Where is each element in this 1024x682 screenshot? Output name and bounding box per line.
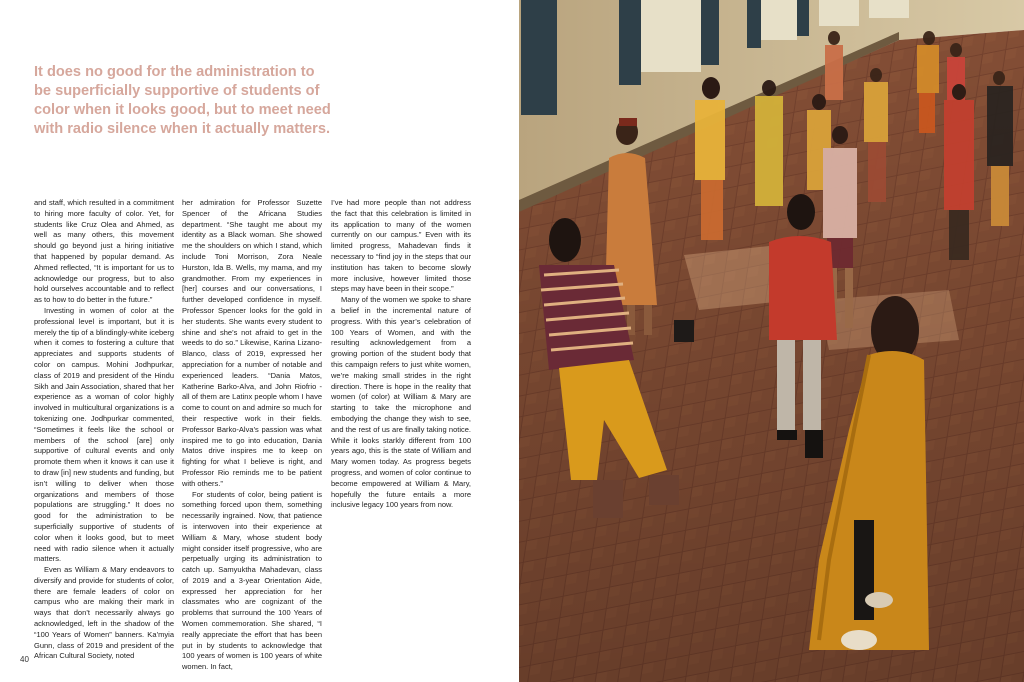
- pull-quote: It does no good for the administration to be superficially supportive of students of color when it looks good, but to meet need with radio silence when it actually matters.: [34, 64, 331, 137]
- paragraph: Even as William & Mary endeavors to diversify and provide for students of color, there are female leaders of color on campus who are making their mark in ways that don’t necessarily always go acknowledged, left in the shadow of the “100 Years of Women” banners. Ka’myia Gunn, class of 2019 and president of the African Cultural Society, noted: [34, 565, 174, 661]
- text-column-1: [34, 198, 174, 662]
- paragraph: her admiration for Professor Suzette Spencer of the Africana Studies department. “She taught me about my identity as a Black woman. She showed me the shoulders on which I stand, which include Toni Morrison, Zora Neale Hurston, Ida B. Wells, my mama, and my grandmother. From my experiences in [her] courses and our conversations, I further developed confidence in myself. Professor Spencer looks for the gold in her students. She wants every student to shine and she’s not afraid to get in the weeds to do so.” Likewise, Karina Lizano-Blanco, class of 2019, expressed her appreciation for a number of notable and experienced leaders. “Dania Matos, Katherine Barko-Alva, and John Riofrio - all of them are Latinx people whom I have come to count on and admire so much for their respective work in their fields. Professor Barko-Alva’s passion was what inspired me to go into education, Dania Matos drive inspires me to keep on fighting for what I believe is right, and Professor Rio reminds me to be patient with others.”: [182, 198, 322, 488]
- text-column-3: [331, 198, 471, 511]
- paragraph: For students of color, being patient is something forced upon them, something necessarily ingrained. Now, that patience is interwoven into their experience at William & Mary, whose student body might consider itself progressive, who are perpetually urging its administration to catch up. Samyuktha Mahadevan, class of 2019 and a 3-year Orientation Aide, expressed her appreciation for her classmates who are cognizant of the problems that surround the 100 Years of Women commemoration. She shared, “I really appreciate the effort that has been put in by students to acknowledge that 100 years of women is 100 years of white women. In fact,: [182, 489, 322, 672]
- figure-yellow-blazer: [702, 77, 720, 99]
- group-photo: [519, 0, 1024, 682]
- paragraph: Many of the women we spoke to share a belief in the incremental nature of progress. With this year’s celebration of 100 Years of Women, and with the resulting acknowledgement from a growing portion of the student body that this campaign refers to just white women, we’re making small strides in the right direction. There is hope in the reality that women (of color) at William & Mary are starting to take the microphone and embodying the change they wish to see, and the rest of us are finally taking notice. While it looks starkly different from 100 years ago, this is the state of William and Mary women today. As progress begets progress, and women of color continue to become empowered at William & Mary, hopefully the future entails a more inclusive legacy 100 years from now.: [331, 295, 471, 510]
- paragraph: I’ve had more people than not address the fact that this celebration is limited in its application to many of the women currently on our campus.” Even with its limited progress, Mahadevan finds it necessary to “find joy in the steps that our institution has taken to become slowly more inclusive, however limited those steps may have been in their scope.”: [331, 198, 471, 294]
- paragraph: Investing in women of color at the professional level is important, but it is merely the tip of a blindingly-white iceberg when it comes to fostering a culture that appreciates and supports students of color on campus. Mohini Jodhpurkar, class of 2019 and president of the Hindu Sikh and Jain Association, shared that her experience as a woman of color highly involved in multicultural organizations is a tokenizing one. Jodhpurkar commented, “Sometimes it feels like the school or members of the school [are] only supportive of cultural events and only promote them when it knows it can use it to draw [in] new students and funding, but isn’t willing to deliver when those organizations and members of those populations are struggling.” It does no good for the administration to be superficially supportive of students of color when it looks good, but to meet need with radio silence when it actually matters.: [34, 305, 174, 564]
- page-number: 40: [20, 655, 29, 664]
- paragraph: and staff, which resulted in a commitment to hiring more faculty of color. Yet, for students like Cruz Olea and Ahmed, as well as many others, this movement should go beyond just a hiring initiative that happened by popular demand. As Ahmed reflected, “It is important for us to acknowledge our progress, but to also hold ourselves accountable and to reflect as to how to do better in the future.”: [34, 198, 174, 305]
- text-column-2: [182, 198, 322, 673]
